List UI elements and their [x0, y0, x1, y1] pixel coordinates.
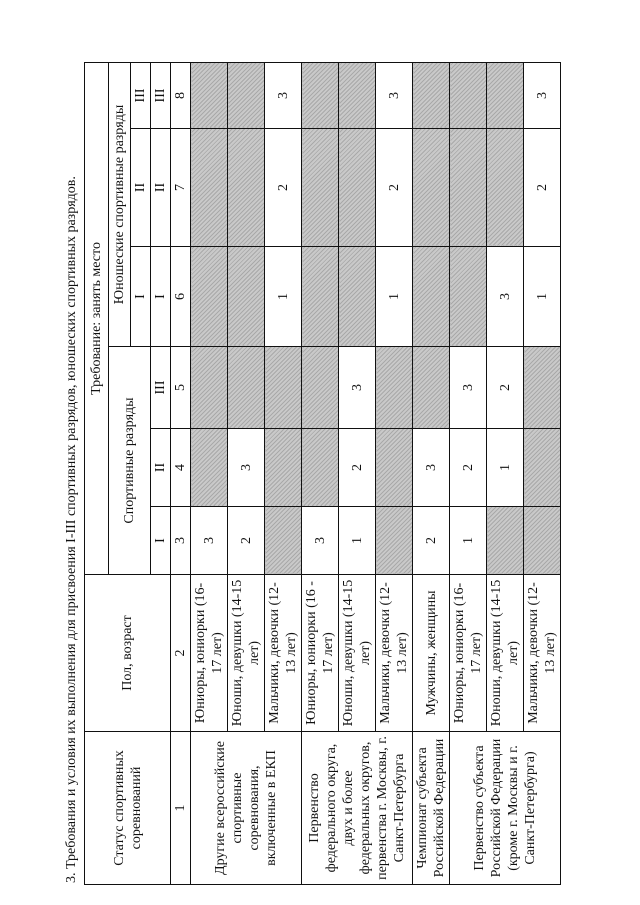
header-sport-ranks: Спортивные разряды — [109, 347, 151, 575]
header-youth-rank-i: I — [131, 247, 151, 347]
cell-sport-iii — [191, 347, 228, 429]
column-number: 6 — [171, 247, 191, 347]
cell-youth-i: 3 — [487, 247, 524, 347]
cell-youth-ii — [228, 129, 265, 247]
table-caption: 3. Требования и условия их выполнения для присвоения I-III спортивных разрядов, юношеских спортивных разрядов. — [64, 176, 79, 883]
column-number: 1 — [171, 732, 191, 885]
cell-youth-ii — [339, 129, 376, 247]
competition-status: Первенство субъекта Российской Федерации (кроме г. Москвы и г. Санкт-Петербурга) — [450, 732, 561, 885]
cell-youth-ii — [487, 129, 524, 247]
cell-sport-ii: 2 — [450, 429, 487, 507]
cell-sport-iii — [265, 347, 302, 429]
cell-sport-ii: 3 — [413, 429, 450, 507]
header-youth-rank-iii: III — [131, 62, 151, 128]
gender-age: Юниоры, юниорки (16-17 лет) — [191, 575, 228, 732]
cell-youth-i — [191, 247, 228, 347]
cell-sport-iii — [376, 347, 413, 429]
requirements-table — [84, 62, 561, 885]
cell-youth-i — [339, 247, 376, 347]
competition-status: Другие всероссийские спортивные соревнования, включенные в ЕКП — [191, 732, 302, 885]
table-header — [85, 62, 191, 884]
header-youth-rank-i-sub: I — [151, 247, 171, 347]
gender-age: Мужчины, женщины — [413, 575, 450, 732]
cell-sport-ii — [302, 429, 339, 507]
cell-sport-iii: 2 — [487, 347, 524, 429]
cell-youth-iii: 3 — [265, 62, 302, 128]
cell-sport-i: 3 — [191, 507, 228, 575]
cell-youth-iii — [191, 62, 228, 128]
column-number: 4 — [171, 429, 191, 507]
column-number: 2 — [171, 575, 191, 732]
column-number: 8 — [171, 62, 191, 128]
cell-sport-ii — [524, 429, 561, 507]
table-body — [191, 62, 561, 884]
cell-youth-i — [450, 247, 487, 347]
cell-youth-ii — [302, 129, 339, 247]
competition-status: Первенство федерального округа, двух и более федеральных округов, первенства г. Москвы, г. Санкт-Петербурга — [302, 732, 413, 885]
header-gender-age: Пол, возраст — [85, 575, 171, 732]
cell-sport-i: 1 — [450, 507, 487, 575]
gender-age: Юноши, девушки (14-15 лет) — [339, 575, 376, 732]
gender-age: Юноши, девушки (14-15 лет) — [487, 575, 524, 732]
cell-youth-iii: 3 — [524, 62, 561, 128]
cell-sport-ii — [265, 429, 302, 507]
competition-status: Чемпионат субъекта Российской Федерации — [413, 732, 450, 885]
cell-sport-ii — [191, 429, 228, 507]
header-youth-rank-ii: II — [131, 129, 151, 247]
header-sport-rank-ii: II — [151, 429, 171, 507]
cell-youth-iii: 3 — [376, 62, 413, 128]
rotated-page-content — [64, 25, 586, 885]
header-status: Статус спортивных соревнований — [85, 732, 171, 885]
gender-age: Мальчики, девочки (12-13 лет) — [524, 575, 561, 732]
cell-sport-ii: 3 — [228, 429, 265, 507]
cell-youth-iii — [339, 62, 376, 128]
column-number: 5 — [171, 347, 191, 429]
gender-age: Мальчики, девочки (12-13 лет) — [265, 575, 302, 732]
cell-youth-ii — [413, 129, 450, 247]
gender-age: Юниоры, юниорки (16-17 лет) — [450, 575, 487, 732]
cell-youth-iii — [302, 62, 339, 128]
column-number: 3 — [171, 507, 191, 575]
cell-youth-i — [413, 247, 450, 347]
cell-youth-iii — [450, 62, 487, 128]
header-youth-rank-iii-sub: III — [151, 62, 171, 128]
cell-sport-ii: 1 — [487, 429, 524, 507]
cell-youth-i — [228, 247, 265, 347]
header-sport-rank-iii: III — [151, 347, 171, 429]
cell-youth-i: 1 — [265, 247, 302, 347]
cell-youth-i: 1 — [524, 247, 561, 347]
table-row — [450, 62, 487, 884]
header-requirement: Требование: занять место — [85, 62, 109, 574]
cell-sport-iii — [228, 347, 265, 429]
cell-sport-i: 1 — [339, 507, 376, 575]
cell-sport-ii — [376, 429, 413, 507]
column-number: 7 — [171, 129, 191, 247]
cell-youth-ii: 2 — [524, 129, 561, 247]
cell-sport-iii — [524, 347, 561, 429]
cell-youth-ii: 2 — [265, 129, 302, 247]
cell-sport-i: 3 — [302, 507, 339, 575]
header-youth-rank-ii-sub: II — [151, 129, 171, 247]
cell-sport-iii: 3 — [450, 347, 487, 429]
cell-sport-iii — [302, 347, 339, 429]
table-row — [413, 62, 450, 884]
gender-age: Мальчики, девочки (12-13 лет) — [376, 575, 413, 732]
cell-sport-ii: 2 — [339, 429, 376, 507]
cell-youth-iii — [413, 62, 450, 128]
header-sport-rank-i: I — [151, 507, 171, 575]
cell-sport-i — [376, 507, 413, 575]
cell-sport-i: 2 — [228, 507, 265, 575]
cell-sport-iii: 3 — [339, 347, 376, 429]
cell-sport-i: 2 — [413, 507, 450, 575]
gender-age: Юноши, девушки (14-15 лет) — [228, 575, 265, 732]
cell-sport-i — [524, 507, 561, 575]
cell-youth-ii — [450, 129, 487, 247]
cell-youth-ii — [191, 129, 228, 247]
cell-youth-i: 1 — [376, 247, 413, 347]
gender-age: Юниоры, юниорки (16 - 17 лет) — [302, 575, 339, 732]
cell-youth-ii: 2 — [376, 129, 413, 247]
cell-sport-i — [265, 507, 302, 575]
cell-sport-i — [487, 507, 524, 575]
cell-youth-iii — [487, 62, 524, 128]
header-youth-ranks: Юношеские спортивные разряды — [109, 62, 131, 346]
cell-youth-i — [302, 247, 339, 347]
table-row — [302, 62, 339, 884]
cell-youth-iii — [228, 62, 265, 128]
cell-sport-iii — [413, 347, 450, 429]
table-row — [191, 62, 228, 884]
